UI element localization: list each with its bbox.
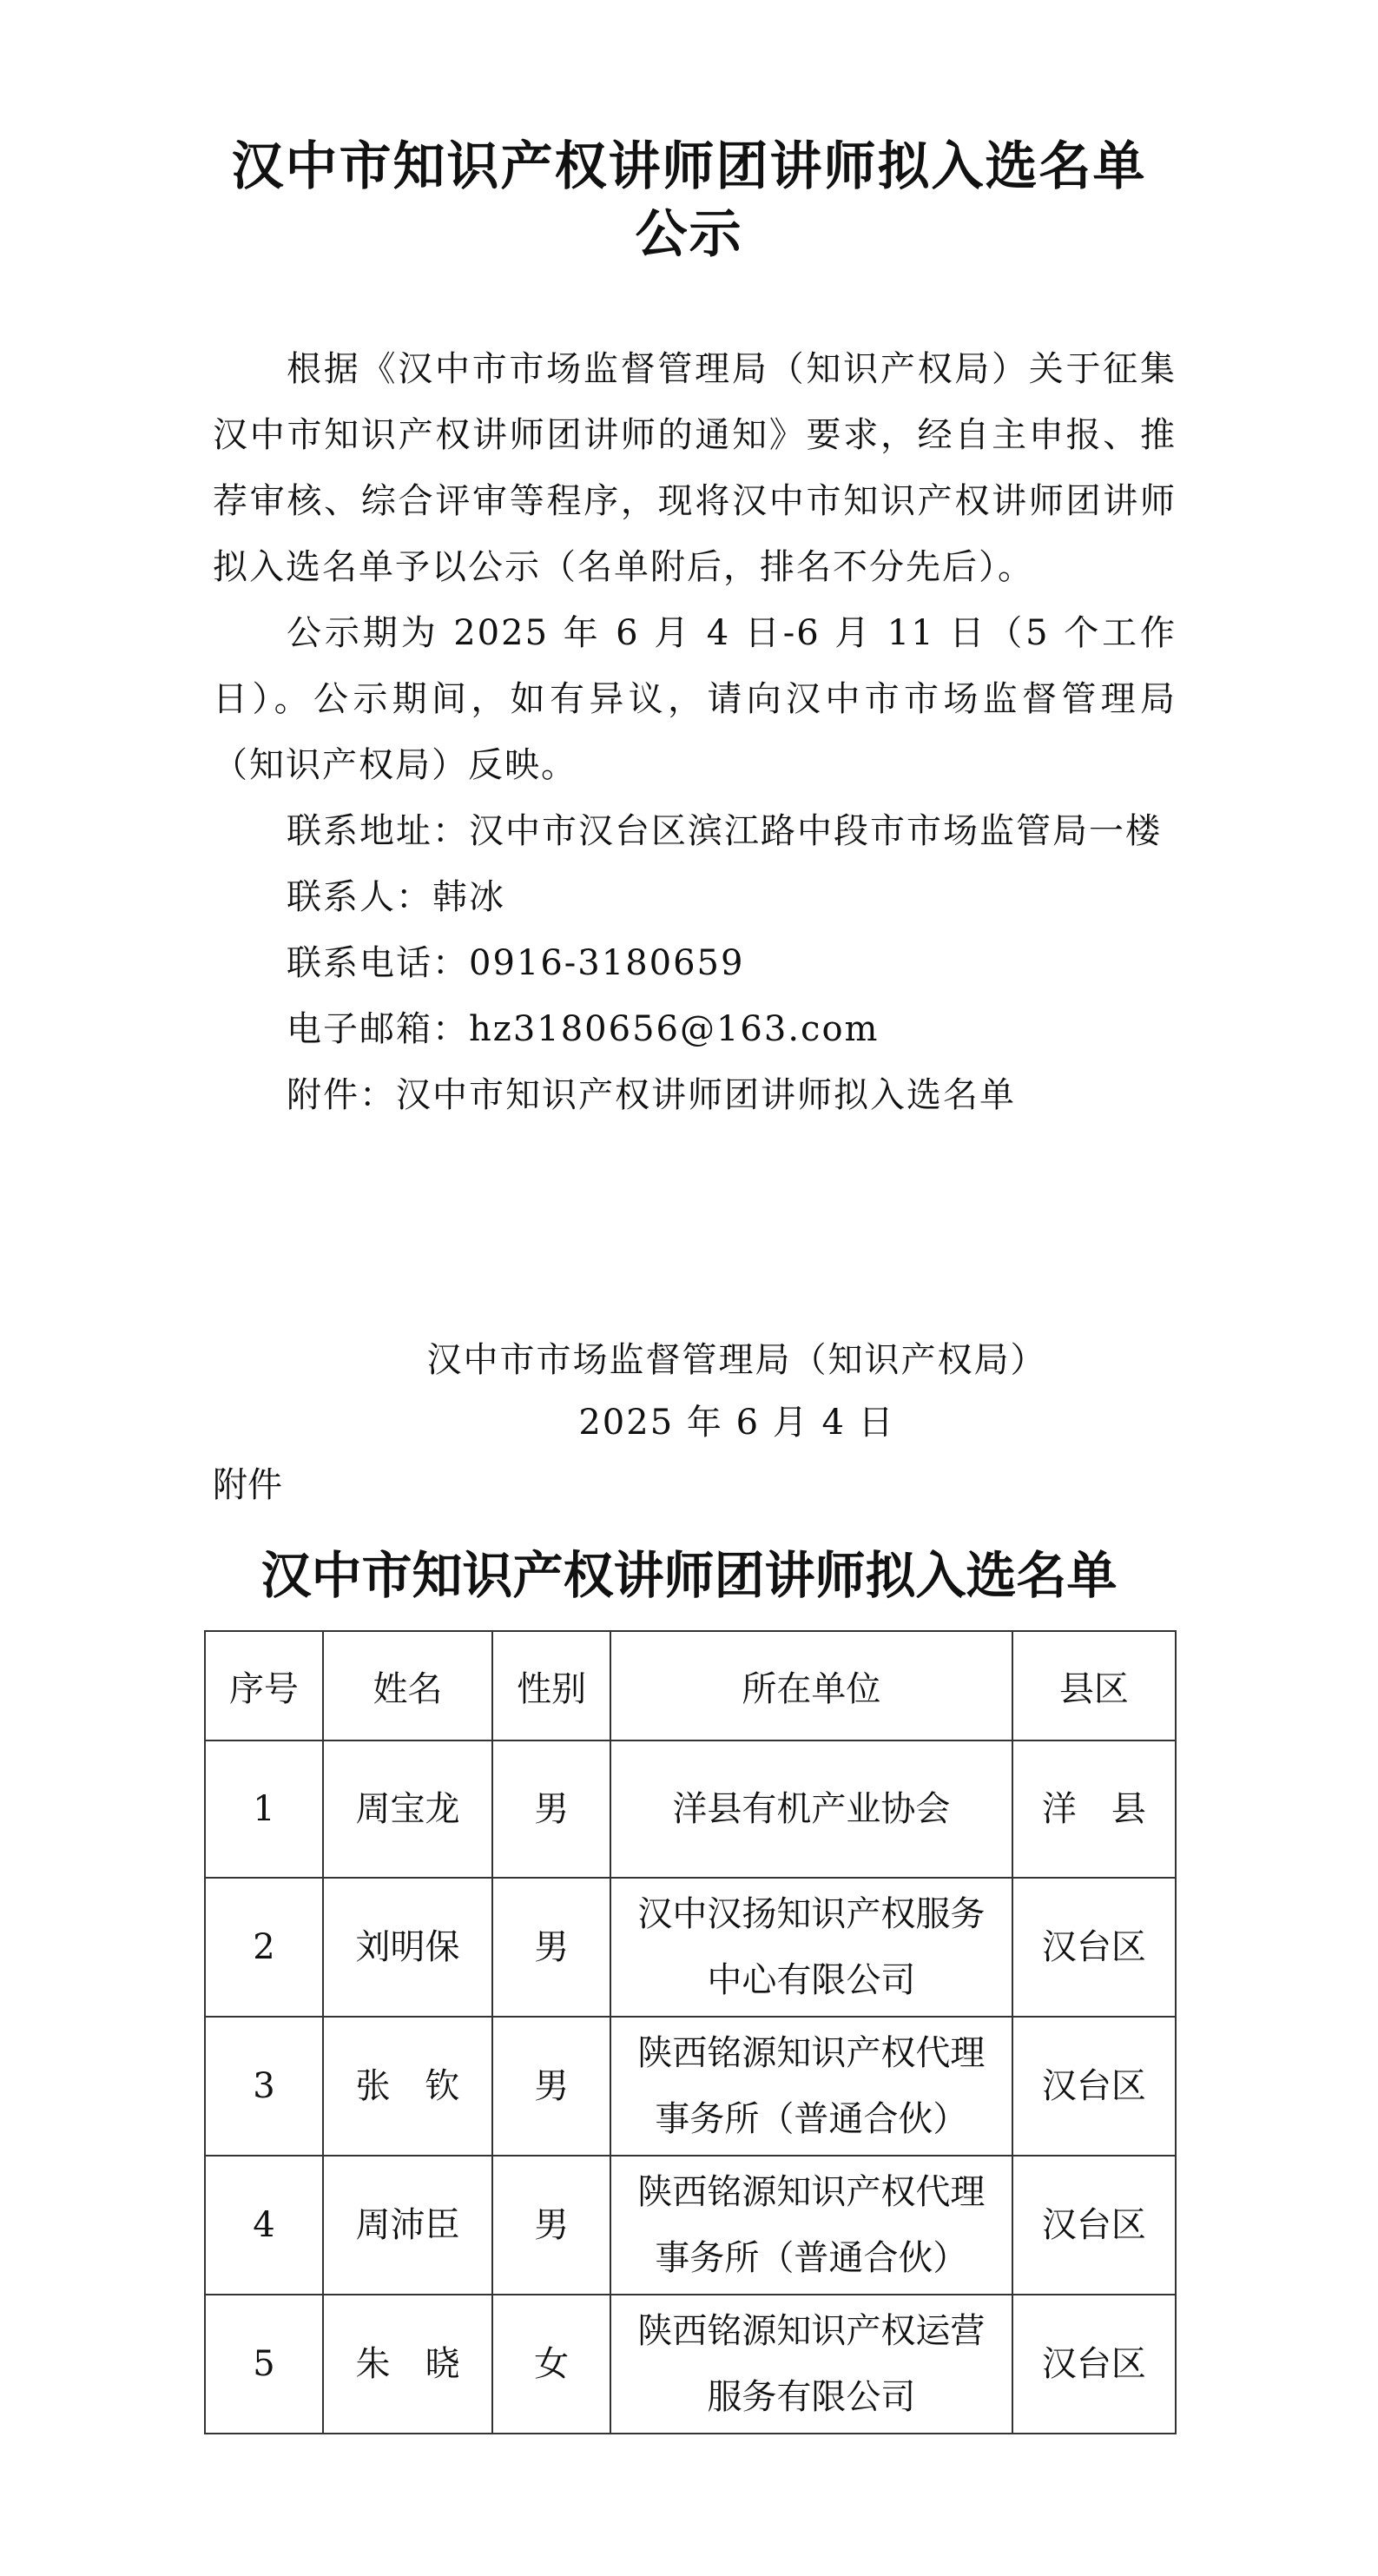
cell-unit-line2: 中心有限公司: [707, 1960, 916, 2000]
cell-unit: [610, 2017, 1012, 2156]
signoff-date: 2025 年 6 月 4 日: [578, 1403, 895, 1443]
cell-name: 周沛臣: [323, 2156, 492, 2295]
cell-unit: [610, 2295, 1012, 2434]
notice-paragraph-1: 根据《汉中市市场监督管理局（知识产权局）关于征集汉中市知识产权讲师团讲师的通知》要求，经自主申报、推荐审核、综合评审等程序，现将汉中市知识产权讲师团讲师拟入选名单予以公示（名单附后，排名不分先后）。: [213, 349, 1177, 587]
table-row: [205, 2017, 1176, 2156]
cell-no: 5: [205, 2295, 323, 2434]
signoff-organization: 汉中市市场监督管理局（知识产权局）: [426, 1340, 1047, 1380]
contact-email: 电子邮箱：hz3180656@163.com: [287, 1009, 880, 1049]
page-title-line2: 公示: [635, 204, 743, 265]
header-unit: 所在单位: [610, 1631, 1012, 1740]
cell-name: 张 钦: [323, 2017, 492, 2156]
table-header-row: [205, 1631, 1176, 1740]
table-row: [205, 2295, 1176, 2434]
cell-sex: 女: [492, 2295, 610, 2434]
header-sex: 性别: [492, 1631, 610, 1740]
cell-name: 刘明保: [323, 1878, 492, 2017]
contact-person: 联系人：韩冰: [287, 877, 505, 917]
table-row: [205, 2156, 1176, 2295]
page-title: 汉中市知识产权讲师团讲师拟入选名单: [231, 136, 1147, 197]
cell-no: 2: [205, 1878, 323, 2017]
cell-unit-line1: 汉中汉扬知识产权服务: [637, 1894, 986, 1934]
cell-unit-line2: 事务所（普通合伙）: [655, 2238, 968, 2278]
cell-county: 汉台区: [1012, 2017, 1176, 2156]
cell-sex: 男: [492, 2156, 610, 2295]
cell-sex: 男: [492, 2017, 610, 2156]
cell-county: 洋 县: [1012, 1740, 1176, 1878]
header-name: 姓名: [323, 1631, 492, 1740]
cell-no: 4: [205, 2156, 323, 2295]
cell-name: 周宝龙: [323, 1740, 492, 1878]
cell-county: 汉台区: [1012, 1878, 1176, 2017]
table-title: 汉中市知识产权讲师团讲师拟入选名单: [260, 1546, 1118, 1605]
cell-unit-line2: 服务有限公司: [707, 2377, 916, 2417]
attachment-note: 附件：汉中市知识产权讲师团讲师拟入选名单: [287, 1075, 1016, 1115]
notice-body: [213, 336, 1177, 1128]
header-no: 序号: [205, 1631, 323, 1740]
cell-county: 汉台区: [1012, 2156, 1176, 2295]
cell-unit-line1: 洋县有机产业协会: [672, 1789, 951, 1829]
contact-phone: 联系电话：0916-3180659: [287, 943, 745, 983]
cell-sex: 男: [492, 1740, 610, 1878]
table-row: [205, 1878, 1176, 2017]
contact-address: 联系地址：汉中市汉台区滨江路中段市市场监管局一楼: [287, 811, 1162, 851]
cell-unit: [610, 1878, 1012, 2017]
cell-unit-line1: 陕西铭源知识产权代理: [637, 2033, 986, 2073]
cell-unit: [610, 2156, 1012, 2295]
cell-no: 3: [205, 2017, 323, 2156]
cell-unit-line1: 陕西铭源知识产权运营: [637, 2311, 986, 2351]
cell-name: 朱 晓: [323, 2295, 492, 2434]
cell-unit-line2: 事务所（普通合伙）: [655, 2099, 968, 2139]
attachment-label: 附件: [213, 1465, 282, 1505]
header-county: 县区: [1012, 1631, 1176, 1740]
cell-sex: 男: [492, 1878, 610, 2017]
table-row: [205, 1740, 1176, 1878]
lecturer-table: [204, 1630, 1177, 2434]
cell-unit-line1: 陕西铭源知识产权代理: [637, 2172, 986, 2212]
cell-unit: [610, 1740, 1012, 1878]
cell-county: 汉台区: [1012, 2295, 1176, 2434]
cell-no: 1: [205, 1740, 323, 1878]
notice-paragraph-2: 公示期为 2025 年 6 月 4 日-6 月 11 日（5 个工作日）。公示期间，如有异议，请向汉中市市场监督管理局（知识产权局）反映。: [213, 613, 1177, 785]
